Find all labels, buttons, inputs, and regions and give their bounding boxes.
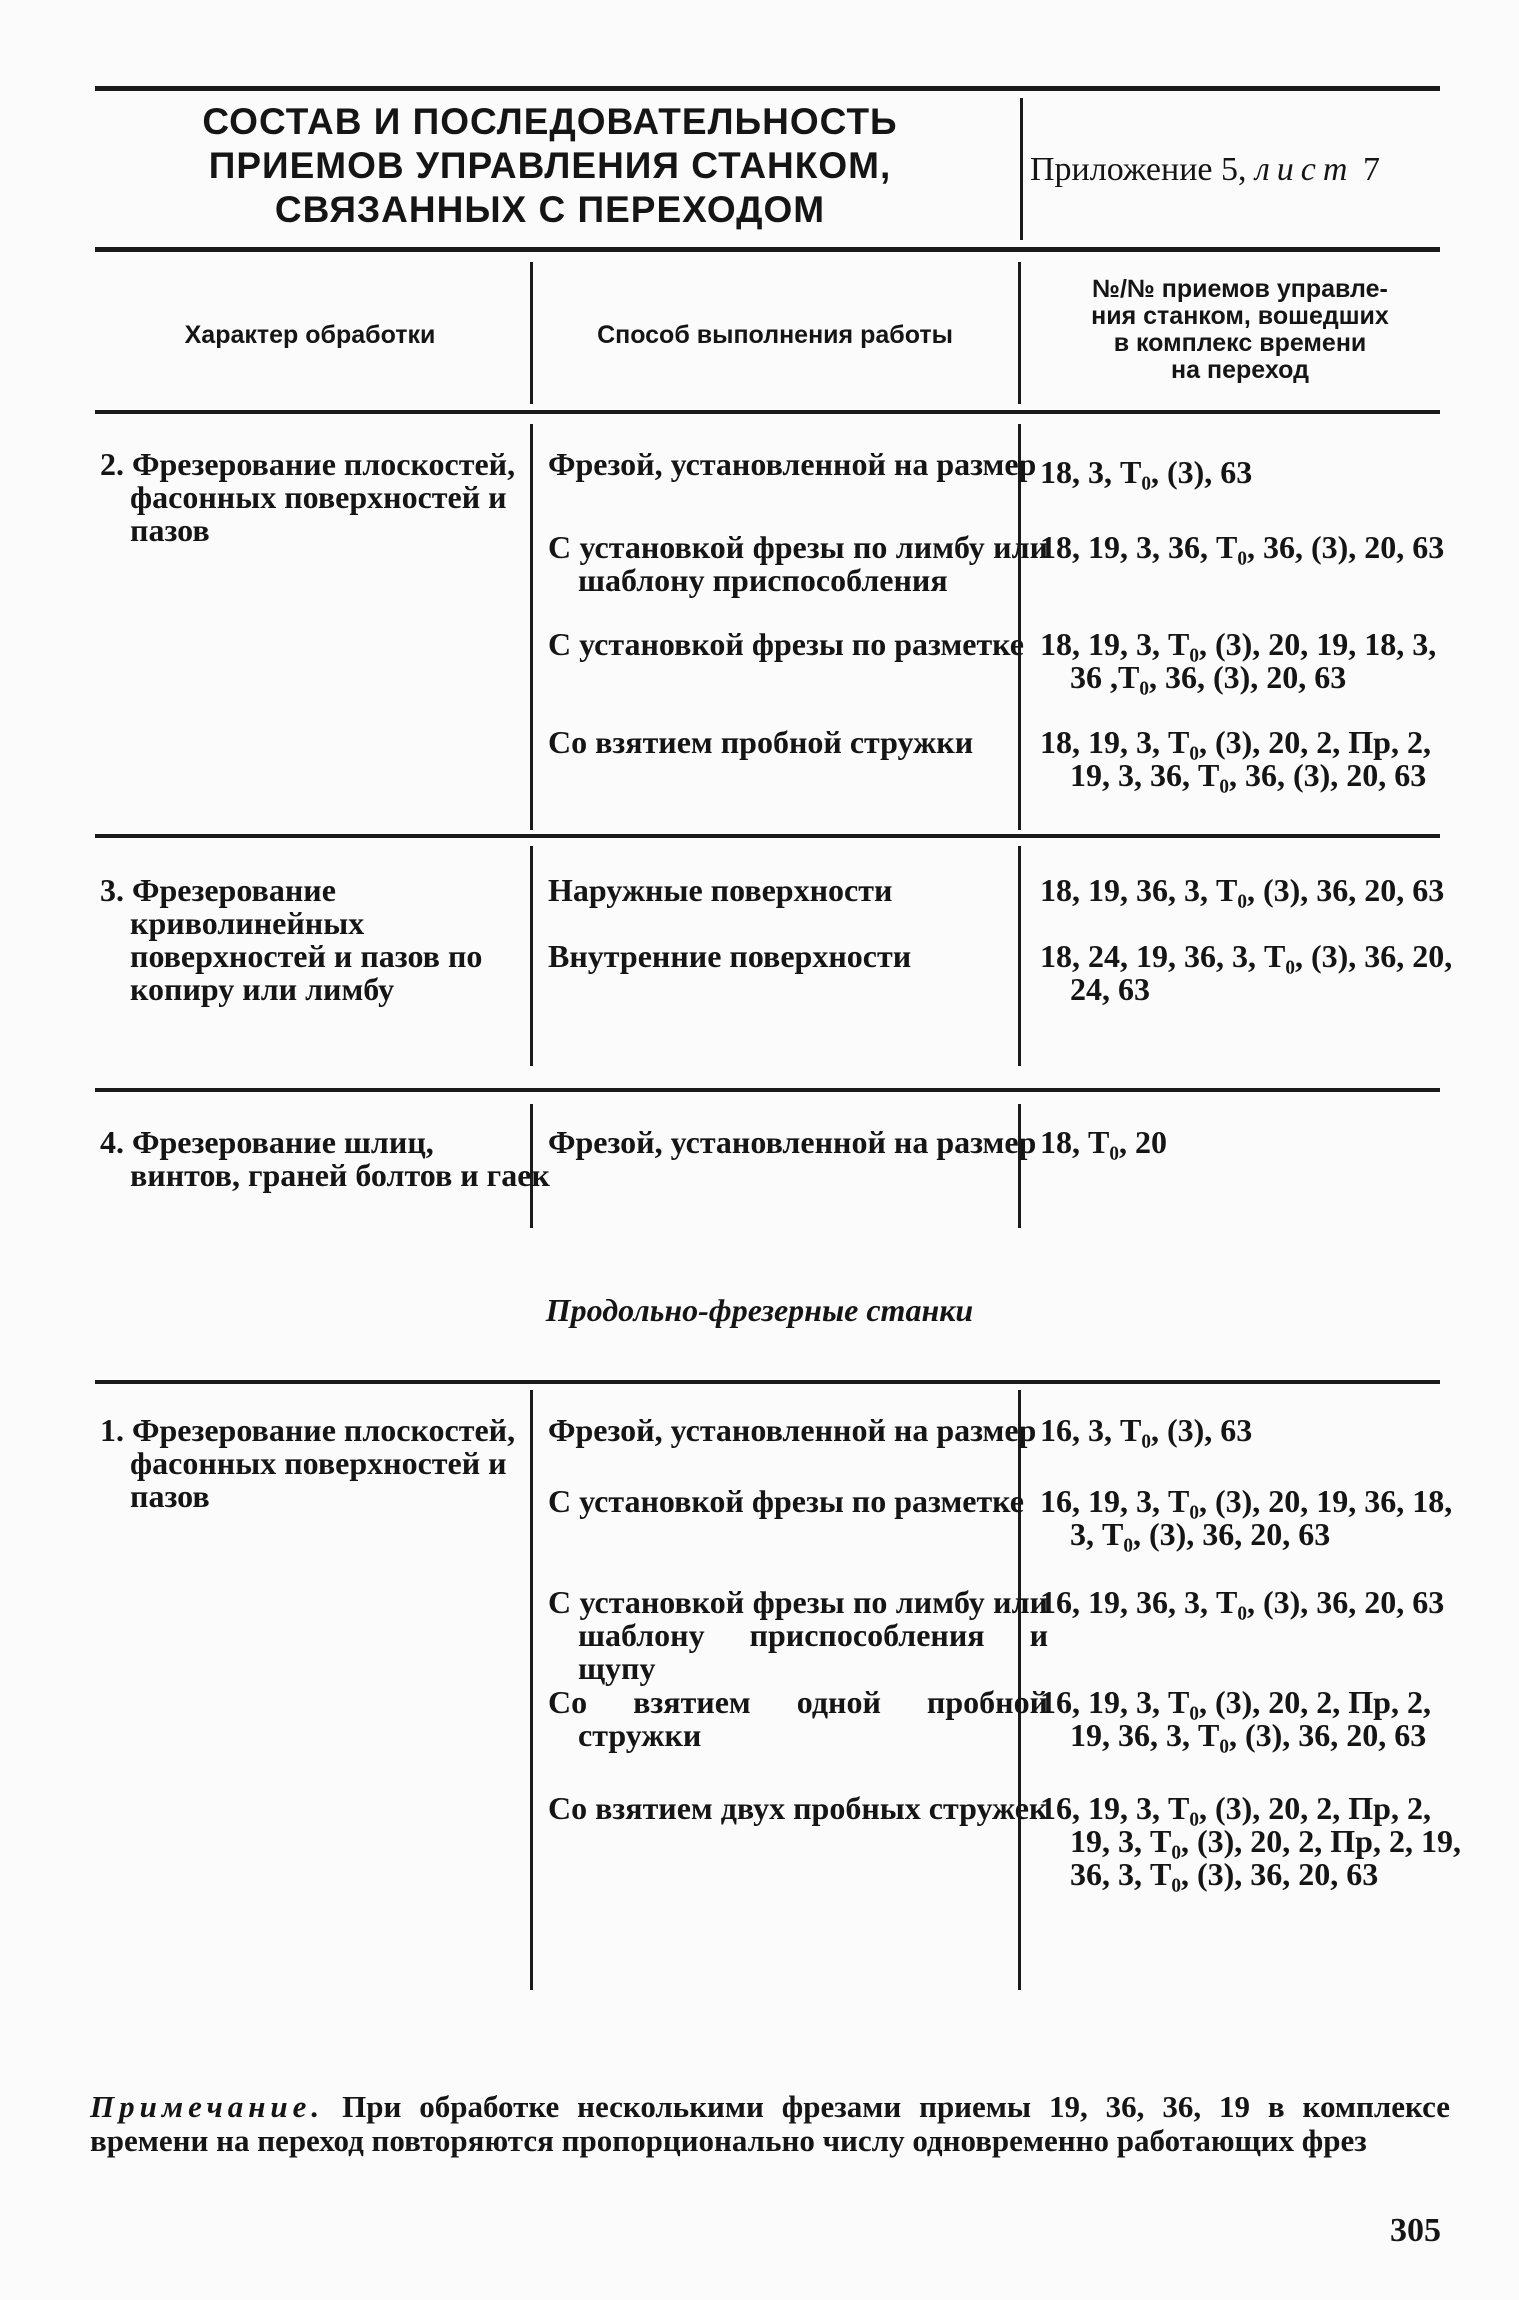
rule-title-divider	[1020, 98, 1023, 240]
row-method: Наружные поверхности	[548, 872, 893, 908]
row-method: С установкой фрезы по разметке	[548, 1483, 1024, 1519]
page-number: 305	[1390, 2212, 1441, 2249]
row-method: Фрезой, установленной на размер	[548, 1124, 1037, 1160]
row-method: Со взятием пробной стружки	[548, 724, 974, 760]
row-codes: 18, 19, 3, 36, Т₀, 36, (3), 20, 63	[1040, 529, 1445, 565]
appendix-sheet: лист	[1254, 151, 1355, 188]
footnote	[90, 2090, 1450, 2158]
appendix-prefix: Приложение 5,	[1030, 151, 1247, 188]
row-codes: 18, Т₀, 20	[1040, 1124, 1167, 1160]
row-method: С установкой фрезы по лимбу или шаблону приспособления и щупу	[548, 1584, 1048, 1686]
column-header-character: Характер обработки	[184, 321, 436, 349]
row-codes: 18, 19, 3, Т₀, (3), 20, 2, Пр, 2, 19, 3, 36, Т₀, 36, (3), 20, 63	[1040, 724, 1431, 793]
row-character: 2. Фрезерование плоскостей, фасонных поверхностей и пазов	[100, 446, 516, 548]
row-codes: 18, 24, 19, 36, 3, Т₀, (3), 36, 20, 24, 63	[1040, 938, 1453, 1007]
footnote-label: Примечание.	[90, 2089, 325, 2124]
rule-row-bottom	[95, 834, 1440, 838]
row-method: Фрезой, установленной на размер	[548, 446, 1037, 482]
rule-header-bottom	[95, 247, 1440, 252]
rule-colhead-bottom	[95, 410, 1440, 414]
codes-header-line: ния станком, вошедших	[1091, 302, 1389, 330]
codes-header-line: на переход	[1171, 356, 1309, 384]
rule-col2	[1018, 262, 1021, 404]
row-codes: 18, 19, 36, 3, Т₀, (3), 36, 20, 63	[1040, 872, 1445, 908]
title-line: ПРИЕМОВ УПРАВЛЕНИЯ СТАНКОМ,	[208, 145, 892, 186]
rule-section-top	[95, 1380, 1440, 1384]
row-method: Со взятием двух пробных стружек	[548, 1790, 1048, 1826]
rule-top	[95, 86, 1440, 91]
row-codes: 16, 19, 3, Т₀, (3), 20, 19, 36, 18, 3, Т₀, (3), 36, 20, 63	[1040, 1483, 1453, 1552]
row-character: 3. Фрезерование криволинейных поверхностей и пазов по копиру или лимбу	[100, 872, 483, 1007]
row-character: 4. Фрезерование шлиц, винтов, граней болтов и гаек	[100, 1124, 550, 1193]
rule-col1	[530, 262, 533, 404]
row-codes: 18, 3, Т₀, (3), 63	[1040, 454, 1253, 490]
codes-header-line: в комплекс времени	[1113, 329, 1367, 357]
row-character: 1. Фрезерование плоскостей, фасонных поверхностей и пазов	[100, 1412, 516, 1514]
rule-col2	[1018, 1104, 1021, 1228]
row-method: Со взятием одной пробной стружки	[548, 1684, 1048, 1753]
row-codes: 18, 19, 3, Т₀, (3), 20, 19, 18, 3, 36 ,Т₀, 36, (3), 20, 63	[1040, 626, 1437, 695]
footnote-text: При обработке несколькими фрезами приемы 19, 36, 36, 19 в комплексе времени на переход повторяются пропорционально числу одновременно работающих фрез	[90, 2089, 1450, 2158]
rule-col2	[1018, 846, 1021, 1066]
row-method: С установкой фрезы по разметке	[548, 626, 1024, 662]
rule-row-bottom	[95, 1088, 1440, 1092]
row-codes: 16, 19, 36, 3, Т₀, (3), 36, 20, 63	[1040, 1584, 1445, 1620]
codes-header-line: №/№ приемов управле-	[1092, 275, 1388, 303]
title-line: СОСТАВ И ПОСЛЕДОВАТЕЛЬНОСТЬ	[202, 101, 898, 142]
row-method: Фрезой, установленной на размер	[548, 1412, 1037, 1448]
row-codes: 16, 19, 3, Т₀, (3), 20, 2, Пр, 2, 19, 3, Т₀, (3), 20, 2, Пр, 2, 19, 36, 3, Т₀, (3), 36, 20, 63	[1040, 1790, 1461, 1892]
row-codes: 16, 19, 3, Т₀, (3), 20, 2, Пр, 2, 19, 36, 3, Т₀, (3), 36, 20, 63	[1040, 1684, 1431, 1753]
row-method: С установкой фрезы по лимбу или шаблону приспособления	[548, 529, 1048, 598]
column-header-method: Способ выполнения работы	[597, 321, 953, 349]
title-line: СВЯЗАННЫХ С ПЕРЕХОДОМ	[274, 189, 826, 230]
section-title: Продольно-фрезерные станки	[545, 1292, 974, 1328]
column-header-codes	[1030, 276, 1450, 384]
page-title	[100, 100, 1000, 232]
row-method: Внутренние поверхности	[548, 938, 912, 974]
appendix-number: 7	[1362, 151, 1380, 188]
row-codes: 16, 3, Т₀, (3), 63	[1040, 1412, 1253, 1448]
appendix-label	[1030, 150, 1450, 190]
